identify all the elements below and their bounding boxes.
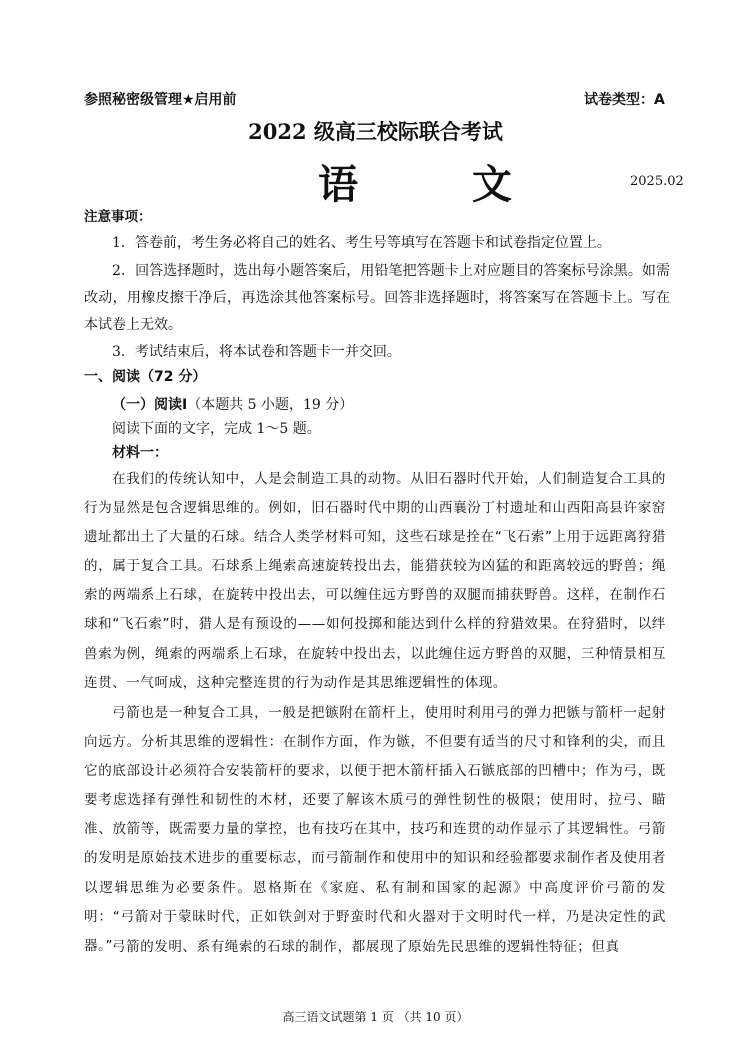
sub-section-title: （一）阅读Ⅰ <box>112 397 188 413</box>
paper-type-label: 试卷类型：A <box>584 92 665 108</box>
page-footer: 高三语文试题第 1 页 （共 10 页） <box>282 1010 469 1024</box>
section-heading: 一、阅读（72 分） <box>84 369 207 385</box>
sub-section-note: （本题共 5 小题，19 分） <box>187 397 354 413</box>
note-item-3: 3．考试结束后，将本试卷和答题卡一并交回。 <box>112 344 401 360</box>
confidentiality-label: 参照秘密级管理★启用前 <box>84 92 237 108</box>
sub-section-heading <box>112 394 353 414</box>
paragraph-2: 弓箭也是一种复合工具，一般是把镞附在箭杆上，使用时利用弓的弹力把镞与箭杆一起射向远方。分析其思维的逻辑性：在制作方面，作为镞，不但要有适当的尺寸和锋利的尖，而且它的底部设计必须符合安装箭杆的要求，以便于把木箭杆插入石镞底部的凹槽中；作为弓，既要考虑选择有弹性和韧性的木材，还要了解该木质弓的弹性韧性的极限；使用时，拉弓、瞄准、放箭等，既需要力量的掌控，也有技巧在其中，技巧和连贯的动作显示了其逻辑性。弓箭的发明是原始技术进步的重要标志，而弓箭制作和使用中的知识和经验都要求制作者及使用者以逻辑思维为必要条件。恩格斯在《家庭、私有制和国家的起源》中高度评价弓箭的发明：“弓箭对于蒙昧时代，正如铁剑对于野蛮时代和火器对于文明时代一样，乃是决定性的武器。” <box>84 705 666 954</box>
exam-date: 2025.02 <box>630 174 684 189</box>
material-label: 材料一： <box>112 445 168 461</box>
note-item-1: 1．答卷前，考生务必将自己的姓名、考生号等填写在答题卡和试卷指定位置上。 <box>112 235 611 251</box>
paragraph-3: 弓箭的发明、系有绳索的石球的制作，都展现了原始先民思维的逻辑性特征；但真 <box>112 939 620 955</box>
note-item-2: 2．回答选择题时，选出每小题答案后，用铅笔把答题卡上对应题目的答案标号涂黑。如需改动，用橡皮擦干净后，再选涂其他答案标号。回答非选择题时，将答案写在答题卡上。写在本试卷上无效。 <box>84 263 670 333</box>
subject-title: 语 文 <box>318 161 562 208</box>
paragraph-1: 在我们的传统认知中，人是会制造工具的动物。从旧石器时代开始，人们制造复合工具的行为显然是包含逻辑思维的。例如，旧石器时代中期的山西襄汾丁村遗址和山西阳高县许家窑遗址都出土了大量的石球。结合人类学材料可知，这些石球是拴在“飞石索”上用于远距离狩猎的，属于复合工具。石球系上绳索高速旋转投出去，能猎获较为凶猛的和距离较远的野兽；绳索的两端系上石球，在旋转中投出去，可以缠住远方野兽的双腿而捕获野兽。这样，在制作石球和“飞石索”时，猎人是有预设的——如何投掷和能达到什么样的狩猎效果。在狩猎时，以绊兽索为例，绳索的两端系上石球，在旋转中投出去，以此缠住远方野兽的双腿，三种情景相互连贯、一气呵成，这种完整连贯的行为动作是其思维逻辑性的体现。 <box>84 471 666 691</box>
reading-instruction: 阅读下面的文字，完成 1～5 题。 <box>112 421 321 437</box>
exam-title: 2022 级高三校际联合考试 <box>248 119 503 144</box>
notes-heading: 注意事项： <box>84 209 152 225</box>
